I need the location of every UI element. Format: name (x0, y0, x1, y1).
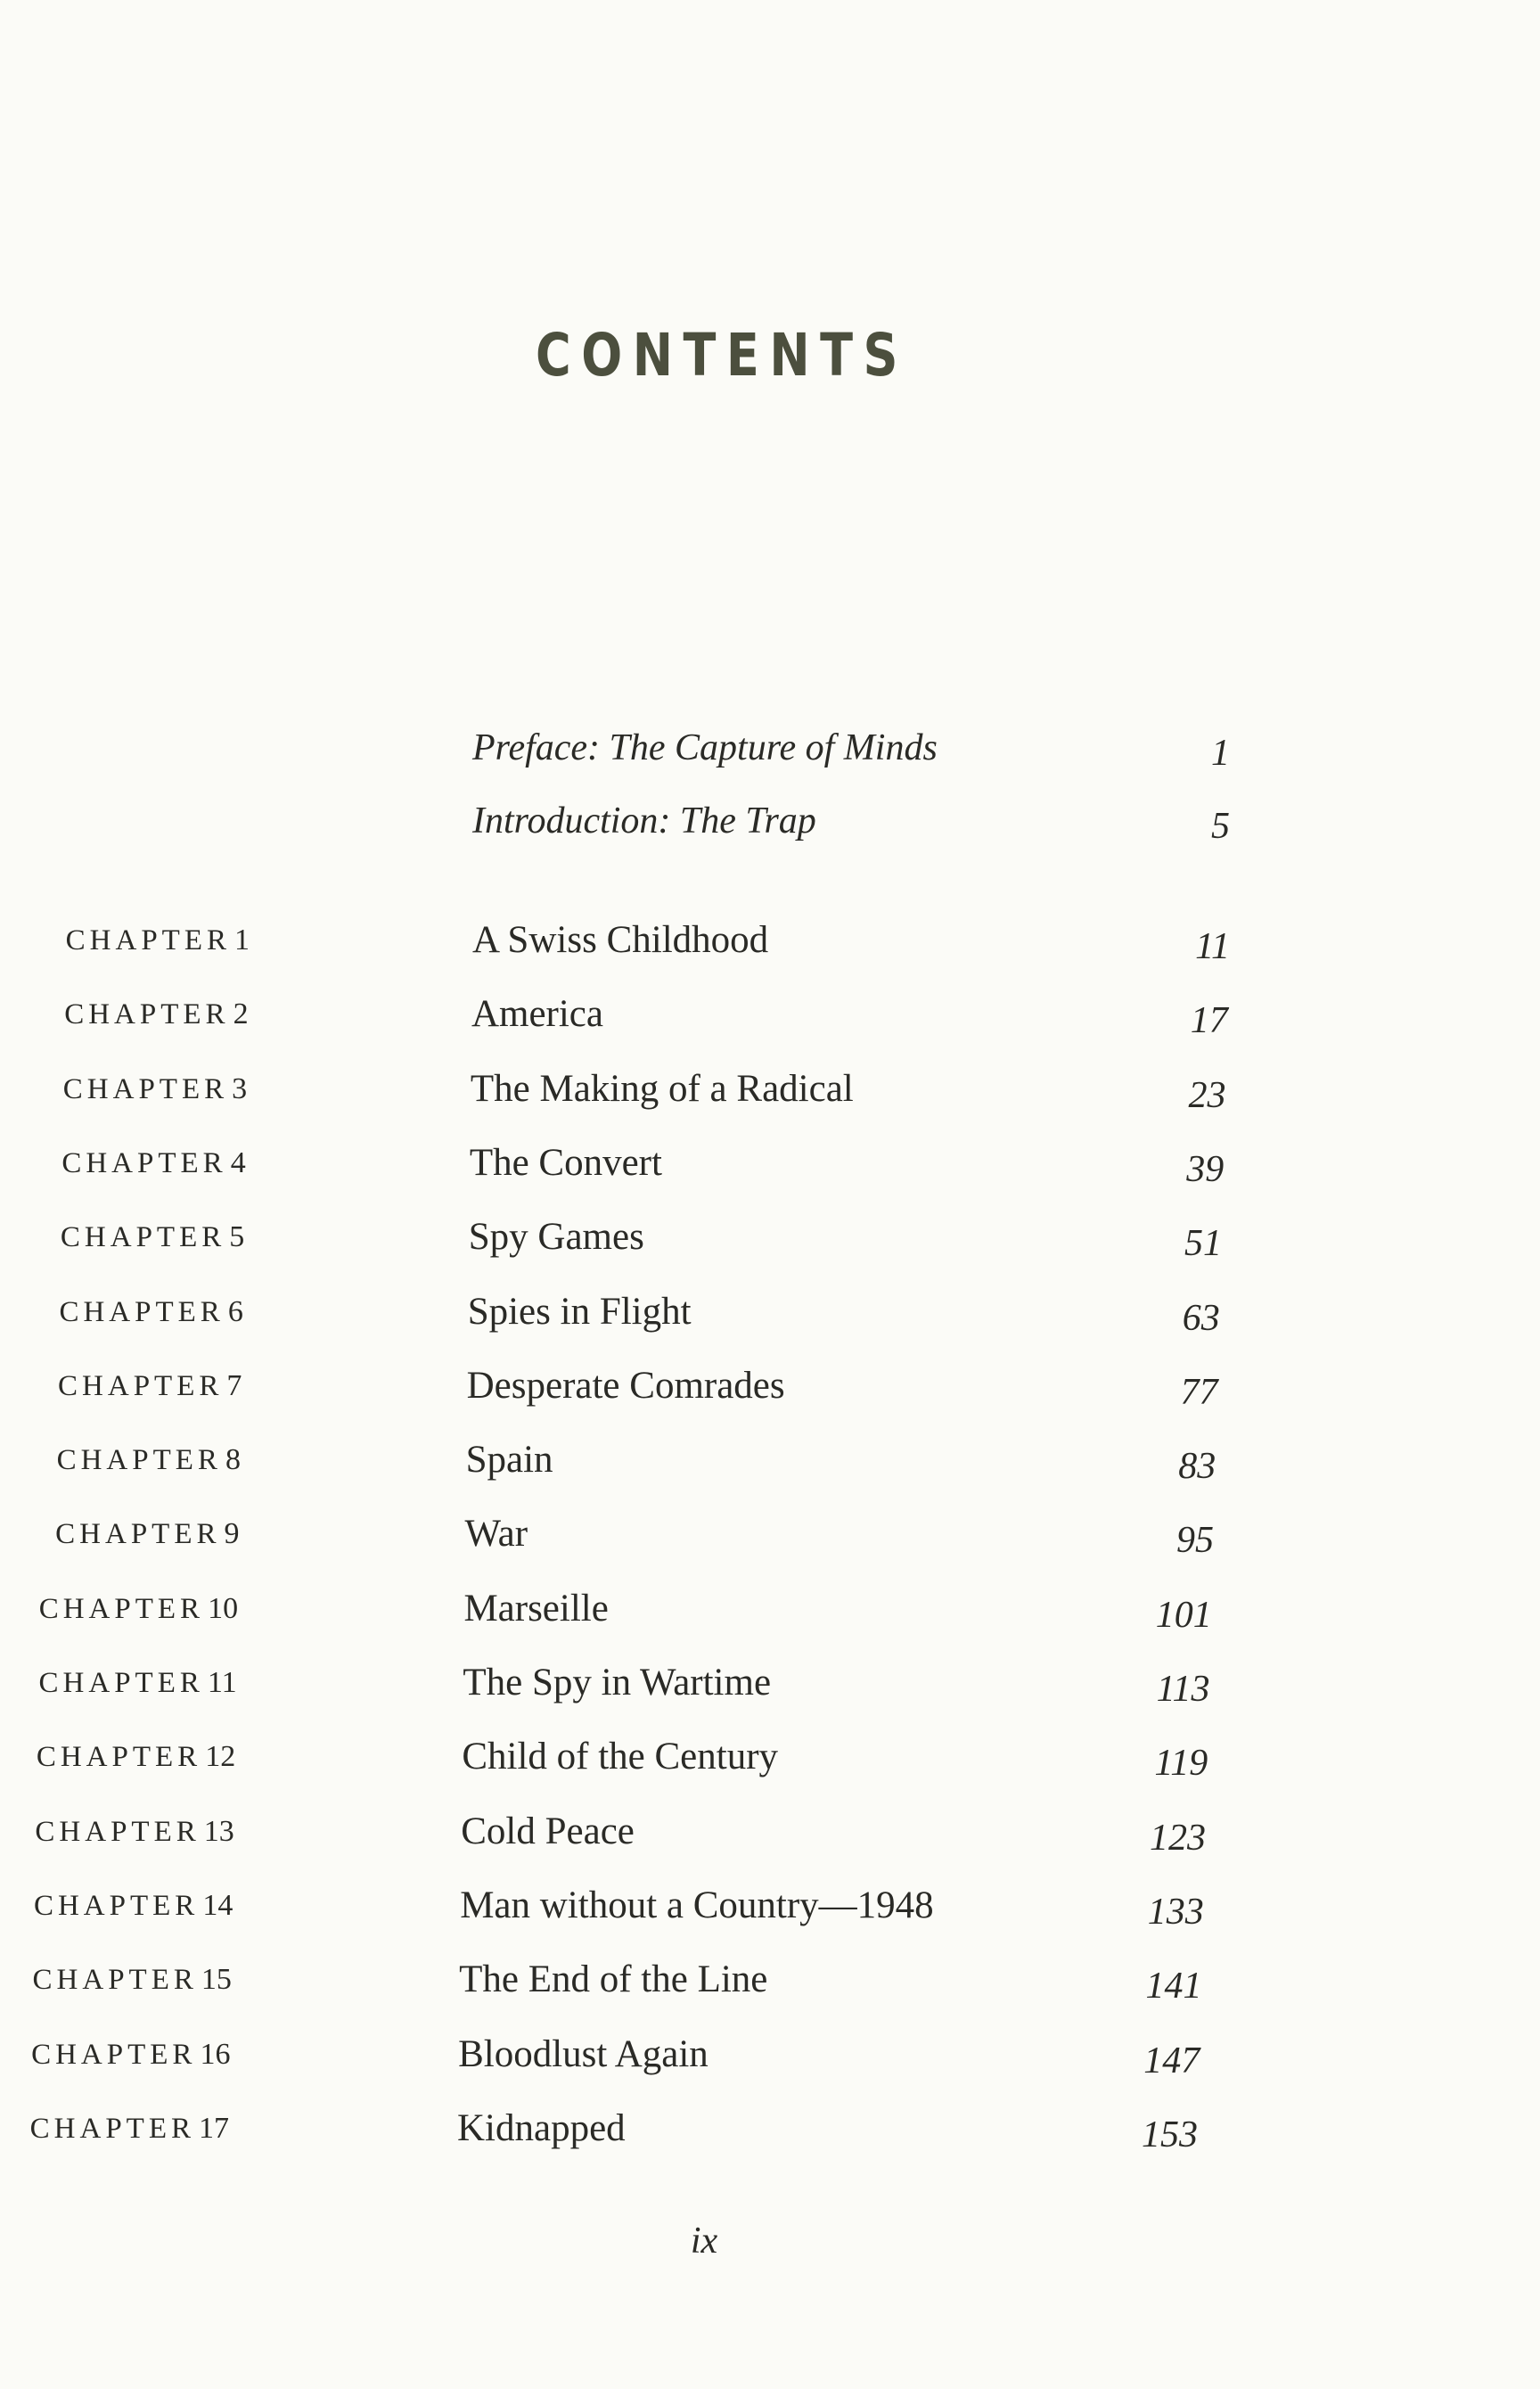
chapter-number: 3 (232, 1071, 248, 1105)
chapter-label (15, 1517, 240, 1551)
chapter-word: CHAPTER (56, 1444, 222, 1477)
chapter-word: CHAPTER (58, 1369, 224, 1402)
chapter-number: 5 (229, 1220, 245, 1254)
toc-front-matter-entry (0, 727, 1540, 780)
chapter-word: CHAPTER (33, 1889, 200, 1922)
chapter-page-number: 133 (1147, 1891, 1204, 1933)
toc-chapter-entry (0, 1438, 1540, 1500)
chapter-label (10, 1815, 234, 1849)
toc-chapter-entry (0, 1958, 1540, 2020)
page-title: CONTENTS (536, 321, 908, 390)
chapter-page-number: 11 (1195, 926, 1230, 967)
chapter-page-number: 123 (1150, 1817, 1206, 1859)
chapter-label (5, 2038, 230, 2072)
chapter-title: Child of the Century (462, 1736, 779, 1778)
chapter-title: Kidnapped (457, 2106, 626, 2149)
toc-chapter-entry (0, 992, 1540, 1055)
chapter-number: 15 (201, 1963, 232, 1997)
chapter-page-number: 101 (1155, 1594, 1212, 1636)
chapter-label (11, 1740, 235, 1774)
chapter-word: CHAPTER (62, 1072, 229, 1105)
toc-entry-page: 5 (1211, 806, 1230, 847)
chapter-number: 16 (200, 2037, 231, 2071)
chapter-word: CHAPTER (35, 1815, 201, 1848)
chapter-label (17, 1369, 242, 1403)
chapter-label (21, 1146, 246, 1180)
chapter-label (4, 2112, 229, 2146)
chapter-number: 9 (224, 1517, 240, 1551)
chapter-page-number: 51 (1184, 1223, 1222, 1265)
chapter-title: Spain (465, 1439, 553, 1482)
chapter-title: The Making of a Radical (470, 1067, 854, 1110)
chapter-word: CHAPTER (38, 1667, 204, 1699)
chapter-word: CHAPTER (60, 1221, 226, 1254)
chapter-title: Cold Peace (461, 1810, 635, 1852)
toc-chapter-entry (0, 1587, 1540, 1649)
chapter-title: Marseille (463, 1587, 609, 1630)
toc-entry-title: Introduction: The Trap (472, 800, 816, 841)
chapter-label (13, 1592, 238, 1626)
chapter-title: Man without a Country—1948 (460, 1884, 934, 1926)
chapter-title: Spy Games (468, 1216, 644, 1259)
chapter-word: CHAPTER (55, 1518, 221, 1551)
toc-chapter-entry (0, 918, 1540, 981)
chapter-number: 4 (230, 1145, 246, 1179)
chapter-title: The Convert (469, 1141, 662, 1184)
chapter-word: CHAPTER (38, 1592, 205, 1625)
toc-chapter-entry (0, 1215, 1540, 1277)
toc-chapter-entry (0, 2106, 1540, 2169)
toc-chapter-entry (0, 1290, 1540, 1352)
chapter-page-number: 39 (1186, 1148, 1225, 1190)
chapter-number: 11 (207, 1666, 237, 1699)
chapter-label (7, 1963, 232, 1997)
chapter-number: 6 (227, 1294, 243, 1328)
toc-front-matter-entry (0, 800, 1540, 853)
toc-chapter-entry (0, 1884, 1540, 1946)
chapter-page-number: 23 (1188, 1074, 1226, 1116)
toc-chapter-entry (0, 2032, 1540, 2095)
chapter-page-number: 141 (1145, 1966, 1202, 2007)
toc-chapter-entry (0, 1735, 1540, 1797)
chapter-page-number: 95 (1176, 1520, 1214, 1562)
chapter-title: Desperate Comrades (466, 1364, 785, 1407)
chapter-label (20, 1220, 244, 1254)
chapter-word: CHAPTER (61, 1146, 227, 1179)
toc-chapter-entry (0, 1364, 1540, 1426)
chapter-word: CHAPTER (36, 1741, 202, 1774)
chapter-title: The Spy in Wartime (463, 1662, 772, 1703)
chapter-word: CHAPTER (59, 1295, 225, 1328)
toc-chapter-entry (0, 1661, 1540, 1723)
toc-chapter-entry (0, 1067, 1540, 1129)
chapter-title: America (471, 993, 603, 1036)
page-number: ix (690, 2221, 718, 2262)
chapter-page-number: 113 (1156, 1669, 1210, 1710)
chapter-number: 12 (205, 1740, 236, 1774)
chapter-label (22, 1072, 247, 1106)
chapter-title: A Swiss Childhood (472, 919, 769, 961)
chapter-number: 8 (225, 1443, 241, 1477)
chapter-page-number: 77 (1180, 1371, 1218, 1413)
chapter-label (16, 1443, 241, 1477)
chapter-page-number: 63 (1182, 1297, 1220, 1339)
chapter-page-number: 83 (1178, 1446, 1216, 1488)
chapter-label (12, 1666, 237, 1700)
toc-entry-page: 1 (1211, 733, 1230, 774)
chapter-title: The End of the Line (459, 1958, 768, 2001)
chapter-word: CHAPTER (65, 924, 231, 956)
chapter-label (8, 1889, 233, 1923)
chapter-title: War (464, 1513, 528, 1556)
chapter-number: 13 (203, 1814, 234, 1848)
chapter-word: CHAPTER (64, 998, 230, 1031)
chapter-label (24, 997, 249, 1031)
toc-chapter-entry (0, 1141, 1540, 1203)
chapter-page-number: 153 (1142, 2114, 1198, 2155)
chapter-word: CHAPTER (32, 1964, 198, 1997)
chapter-number: 17 (199, 2111, 229, 2145)
chapter-page-number: 17 (1190, 1000, 1228, 1042)
chapter-word: CHAPTER (29, 2112, 195, 2145)
chapter-page-number: 147 (1143, 2040, 1200, 2081)
toc-chapter-entry (0, 1512, 1540, 1574)
chapter-number: 2 (233, 997, 249, 1031)
chapter-title: Spies in Flight (467, 1290, 692, 1333)
toc-entry-title: Preface: The Capture of Minds (472, 727, 938, 768)
chapter-number: 10 (208, 1591, 239, 1625)
chapter-page-number: 119 (1154, 1743, 1208, 1785)
chapter-number: 1 (234, 924, 250, 956)
chapter-label (19, 1295, 243, 1329)
chapter-word: CHAPTER (31, 2038, 197, 2071)
chapter-number: 14 (202, 1888, 233, 1922)
chapter-number: 7 (226, 1368, 242, 1402)
toc-chapter-entry (0, 1810, 1540, 1872)
chapter-title: Bloodlust Again (458, 2032, 709, 2075)
chapter-label (25, 924, 250, 957)
